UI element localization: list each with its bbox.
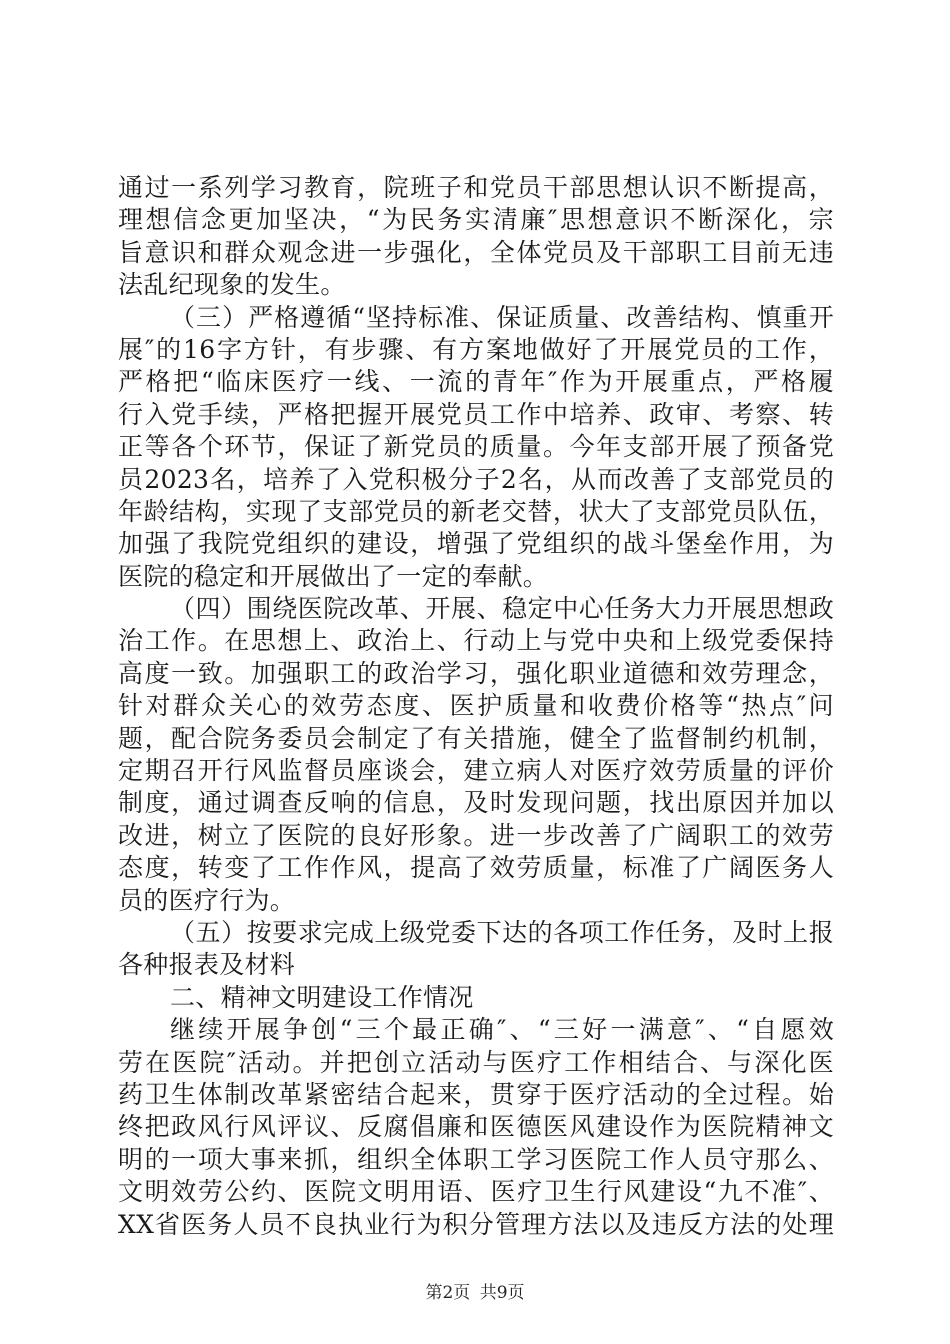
- text-line: 终把政风行风评议、反腐倡廉和医德医风建设作为医院精神文: [118, 1112, 834, 1142]
- text-line: 法乱纪现象的发生。: [118, 270, 346, 300]
- text-line: 文明效劳公约、医院文明用语、医疗卫生行风建设“九不准″、: [118, 1177, 834, 1207]
- text-line: 正等各个环节，保证了新党员的质量。今年支部开展了预备党: [118, 432, 834, 462]
- page-number: 第2页: [425, 1283, 471, 1303]
- text-line: 旨意识和群众观念进一步强化，全体党员及干部职工目前无违: [118, 237, 834, 267]
- text-line: 加强了我院党组织的建设，增强了党组织的战斗堡垒作用，为: [118, 529, 834, 559]
- text-line: 员的医疗行为。: [118, 885, 296, 915]
- text-line: 药卫生体制改革紧密结合起来，贯穿于医疗活动的全过程。始: [118, 1079, 834, 1109]
- text-line: 态度，转变了工作作风，提高了效劳质量，标准了广阔医务人: [118, 853, 834, 883]
- page-footer: [0, 1278, 950, 1303]
- text-line: 针对群众关心的效劳态度、医护质量和收费价格等“热点″问: [118, 691, 834, 721]
- text-line: （四）围绕医院改革、开展、稳定中心任务大力开展思想政: [170, 594, 834, 624]
- text-line: 劳在医院″活动。并把创立活动与医疗工作相结合、与深化医: [118, 1047, 834, 1077]
- page-total: 共9页: [479, 1283, 525, 1303]
- text-line: 高度一致。加强职工的政治学习，强化职业道德和效劳理念，: [118, 658, 834, 688]
- text-line: 改进，树立了医院的良好形象。进一步改善了广阔职工的效劳: [118, 820, 834, 850]
- text-line: 严格把“临床医疗一线、一流的青年″作为开展重点，严格履: [118, 367, 834, 397]
- text-line: （五）按要求完成上级党委下达的各项工作任务，及时上报: [170, 917, 834, 947]
- text-line: 各种报表及材料: [118, 950, 296, 980]
- text-line: XX省医务人员不良执业行为积分管理方法以及违反方法的处理: [118, 1209, 834, 1239]
- text-line: 展″的16字方针，有步骤、有方案地做好了开展党员的工作，: [118, 334, 834, 364]
- text-line: 制度，通过调查反响的信息，及时发现问题，找出原因并加以: [118, 788, 834, 818]
- text-line: 治工作。在思想上、政治上、行动上与党中央和上级党委保持: [118, 626, 834, 656]
- text-line: 医院的稳定和开展做出了一定的奉献。: [118, 561, 549, 591]
- text-line: 定期召开行风监督员座谈会，建立病人对医疗效劳质量的评价: [118, 756, 834, 786]
- text-line: 行入党手续，严格把握开展党员工作中培养、政审、考察、转: [118, 399, 834, 429]
- text-line: 员2023名，培养了入党积极分子2名，从而改善了支部党员的: [118, 464, 834, 494]
- text-line: 通过一系列学习教育，院班子和党员干部思想认识不断提高，: [118, 173, 834, 202]
- document-body: [118, 172, 834, 1241]
- text-line: 二、精神文明建设工作情况: [170, 982, 474, 1012]
- text-line: 年龄结构，实现了支部党员的新老交替，状大了支部党员队伍，: [118, 496, 834, 526]
- text-line: 题，配合院务委员会制定了有关措施，健全了监督制约机制，: [118, 723, 834, 753]
- text-line: 继续开展争创“三个最正确″、“三好一满意″、“自愿效: [170, 1015, 834, 1045]
- text-line: （三）严格遵循“坚持标准、保证质量、改善结构、慎重开: [170, 302, 834, 332]
- text-line: 明的一项大事来抓，组织全体职工学习医院工作人员守那么、: [118, 1144, 834, 1174]
- text-line: 理想信念更加坚决，“为民务实清廉″思想意识不断深化，宗: [118, 205, 834, 235]
